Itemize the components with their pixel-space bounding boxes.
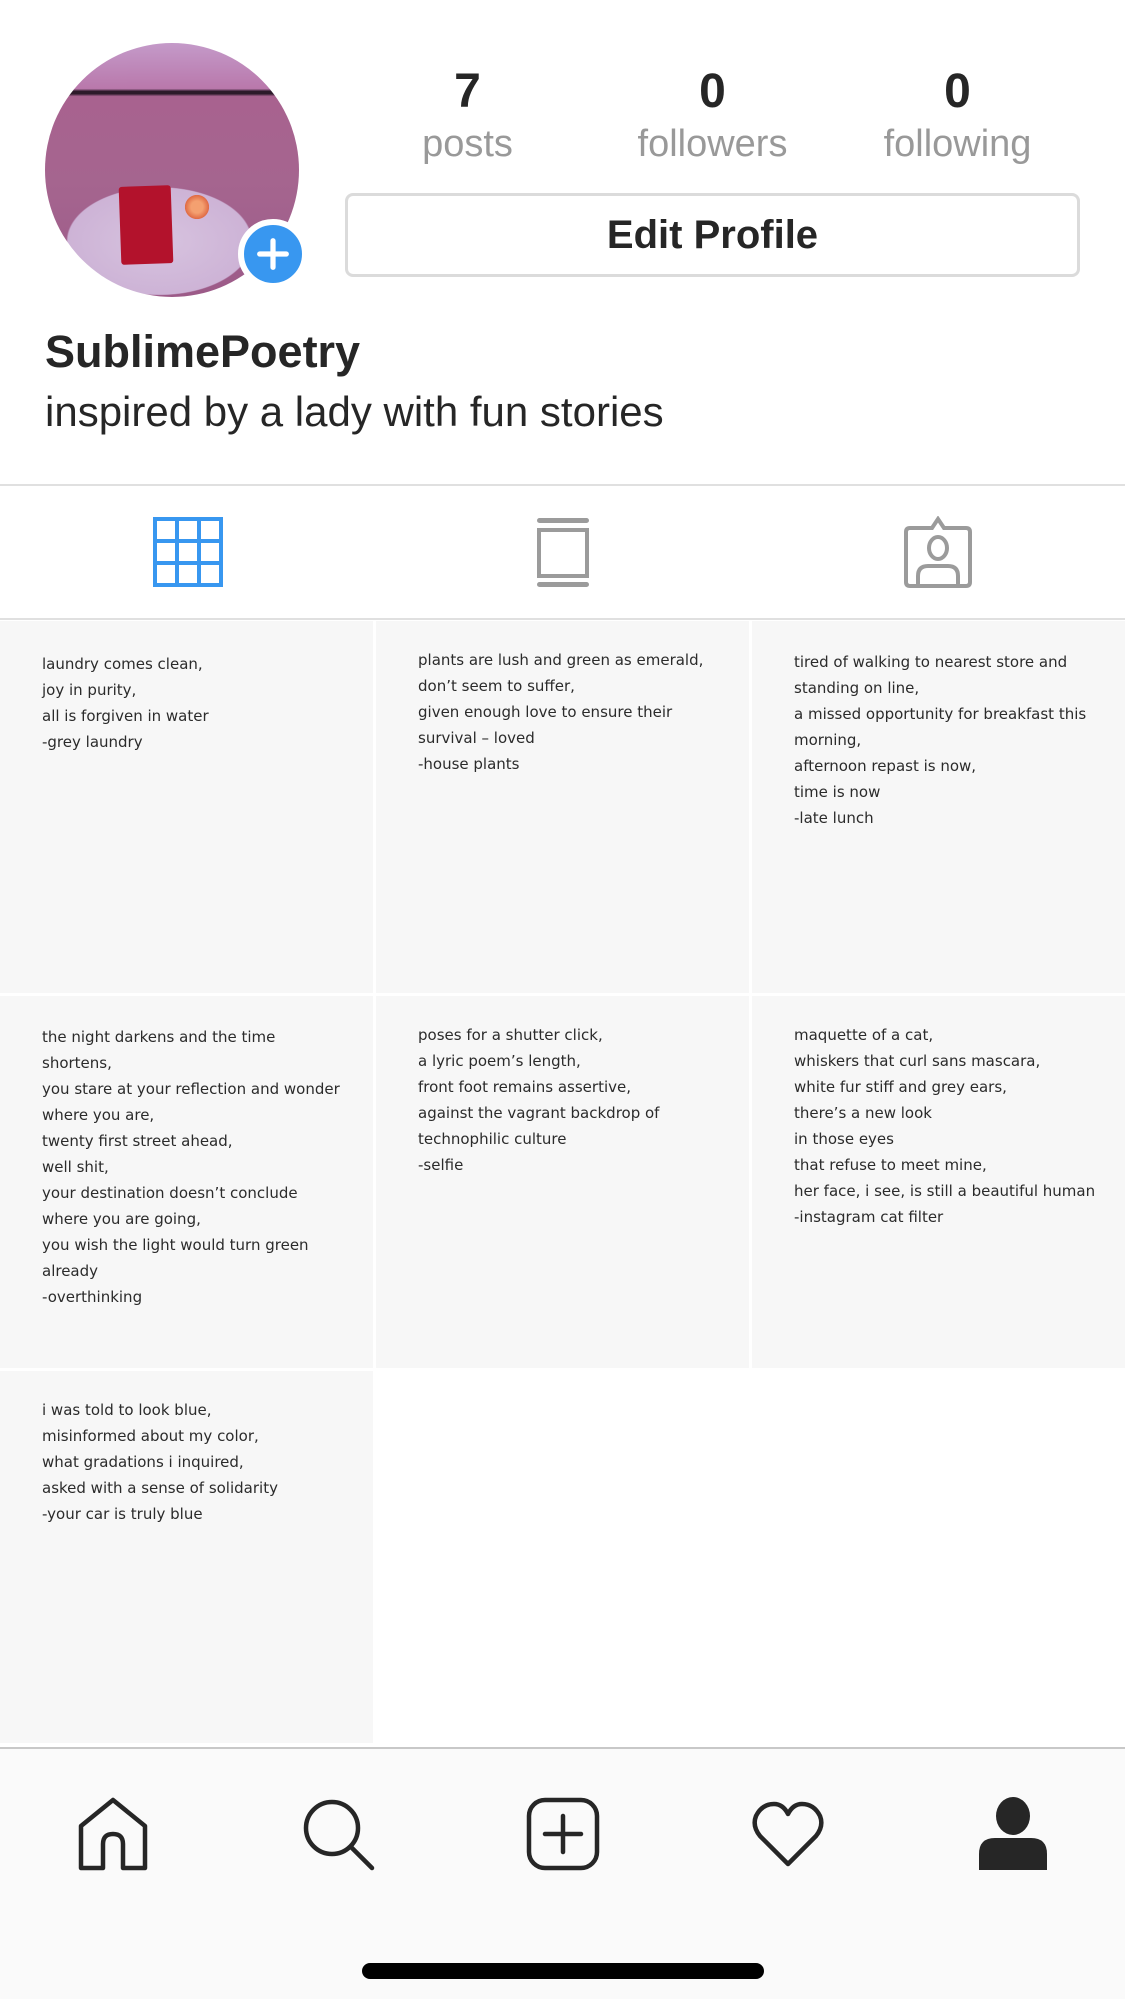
profile-stats bbox=[345, 62, 1080, 166]
poem-line: a lyric poem’s length, bbox=[418, 1052, 581, 1070]
nav-search[interactable] bbox=[225, 1749, 450, 1919]
profile-tabs bbox=[0, 484, 1125, 620]
nav-home[interactable] bbox=[0, 1749, 225, 1919]
poem-title: -overthinking bbox=[42, 1288, 143, 1306]
poem-line: front foot remains assertive, bbox=[418, 1078, 632, 1096]
followers-label: followers bbox=[637, 123, 788, 165]
poem-line: you stare at your reflection and wonder bbox=[42, 1080, 340, 1098]
following-count: 0 bbox=[944, 65, 971, 118]
poem-line: shortens, bbox=[42, 1054, 112, 1072]
stat-posts[interactable] bbox=[345, 62, 590, 166]
grid-icon bbox=[152, 516, 224, 588]
profile-username: SublimePoetry bbox=[45, 326, 361, 377]
poem-line: against the vagrant backdrop of bbox=[418, 1104, 660, 1122]
poem-line: her face, i see, is still a beautiful human bbox=[794, 1182, 1096, 1200]
poem-line: morning, bbox=[794, 731, 862, 749]
poem-line: laundry comes clean, bbox=[42, 655, 203, 673]
nav-profile[interactable] bbox=[900, 1749, 1125, 1919]
poem-line: don’t seem to suffer, bbox=[418, 677, 575, 695]
poem-line: there’s a new look bbox=[794, 1104, 932, 1122]
followers-count: 0 bbox=[699, 65, 726, 118]
poem-line: the night darkens and the time bbox=[42, 1028, 276, 1046]
avatar-photo-book bbox=[119, 185, 174, 265]
home-indicator[interactable] bbox=[362, 1963, 764, 1979]
bottom-nav bbox=[0, 1747, 1125, 1999]
poem-line: survival – loved bbox=[418, 729, 535, 747]
poem-line: where you are, bbox=[42, 1106, 155, 1124]
tagged-icon bbox=[902, 516, 974, 588]
poem-line: all is forgiven in water bbox=[42, 707, 209, 725]
post-tile[interactable] bbox=[376, 996, 749, 1368]
poem-title: -selfie bbox=[418, 1156, 464, 1174]
poem-line: you wish the light would turn green bbox=[42, 1236, 309, 1254]
poem-title: -instagram cat filter bbox=[794, 1208, 944, 1226]
post-tile[interactable] bbox=[0, 996, 373, 1368]
profile-bio: inspired by a lady with fun stories bbox=[45, 388, 664, 435]
nav-new-post[interactable] bbox=[450, 1749, 675, 1919]
edit-profile-button[interactable]: Edit Profile bbox=[345, 193, 1080, 277]
poem-title: -house plants bbox=[418, 755, 520, 773]
poem-line: what gradations i inquired, bbox=[42, 1453, 244, 1471]
poem-title: -grey laundry bbox=[42, 733, 143, 751]
posts-count: 7 bbox=[454, 65, 481, 118]
poem-line: technophilic culture bbox=[418, 1130, 567, 1148]
avatar-photo-flower bbox=[183, 193, 211, 221]
post-tile[interactable] bbox=[0, 1371, 373, 1743]
poem-line: already bbox=[42, 1262, 99, 1280]
post-tile[interactable] bbox=[752, 996, 1125, 1368]
poem-line: misinformed about my color, bbox=[42, 1427, 259, 1445]
poem-title: -your car is truly blue bbox=[42, 1505, 203, 1523]
tab-tagged[interactable] bbox=[750, 486, 1125, 618]
post-tile[interactable] bbox=[752, 621, 1125, 993]
poem-line: a missed opportunity for breakfast this bbox=[794, 705, 1087, 723]
poem-line: asked with a sense of solidarity bbox=[42, 1479, 278, 1497]
plus-icon bbox=[254, 235, 292, 273]
stat-followers[interactable] bbox=[590, 62, 835, 166]
poem-line: maquette of a cat, bbox=[794, 1026, 934, 1044]
profile-header bbox=[0, 0, 1125, 485]
poem-title: -late lunch bbox=[794, 809, 874, 827]
poem-line: afternoon repast is now, bbox=[794, 757, 977, 775]
poem-line: tired of walking to nearest store and bbox=[794, 653, 1068, 671]
poem-line: joy in purity, bbox=[42, 681, 137, 699]
tab-grid[interactable] bbox=[0, 486, 375, 618]
add-story-button[interactable] bbox=[238, 219, 308, 289]
poem-line: i was told to look blue, bbox=[42, 1401, 212, 1419]
poem-line: twenty first street ahead, bbox=[42, 1132, 233, 1150]
poem-line: given enough love to ensure their bbox=[418, 703, 673, 721]
poem-line: well shit, bbox=[42, 1158, 109, 1176]
person-icon bbox=[975, 1796, 1051, 1872]
posts-label: posts bbox=[422, 123, 513, 165]
poem-line: plants are lush and green as emerald, bbox=[418, 651, 704, 669]
tab-feed[interactable] bbox=[375, 486, 750, 618]
stat-following[interactable] bbox=[835, 62, 1080, 166]
poem-line: white fur stiff and grey ears, bbox=[794, 1078, 1007, 1096]
poem-line: that refuse to meet mine, bbox=[794, 1156, 987, 1174]
poem-line: time is now bbox=[794, 783, 881, 801]
poem-line: your destination doesn’t conclude bbox=[42, 1184, 298, 1202]
post-tile[interactable] bbox=[0, 621, 373, 993]
plus-square-icon bbox=[525, 1796, 601, 1872]
home-icon bbox=[75, 1796, 151, 1872]
poem-line: whiskers that curl sans mascara, bbox=[794, 1052, 1041, 1070]
post-tile[interactable] bbox=[376, 621, 749, 993]
heart-icon bbox=[750, 1796, 826, 1872]
poem-line: in those eyes bbox=[794, 1130, 894, 1148]
following-label: following bbox=[883, 123, 1032, 165]
poem-line: standing on line, bbox=[794, 679, 920, 697]
feed-icon bbox=[527, 516, 599, 588]
poem-line: where you are going, bbox=[42, 1210, 201, 1228]
nav-activity[interactable] bbox=[675, 1749, 900, 1919]
search-icon bbox=[300, 1796, 376, 1872]
poem-line: poses for a shutter click, bbox=[418, 1026, 603, 1044]
